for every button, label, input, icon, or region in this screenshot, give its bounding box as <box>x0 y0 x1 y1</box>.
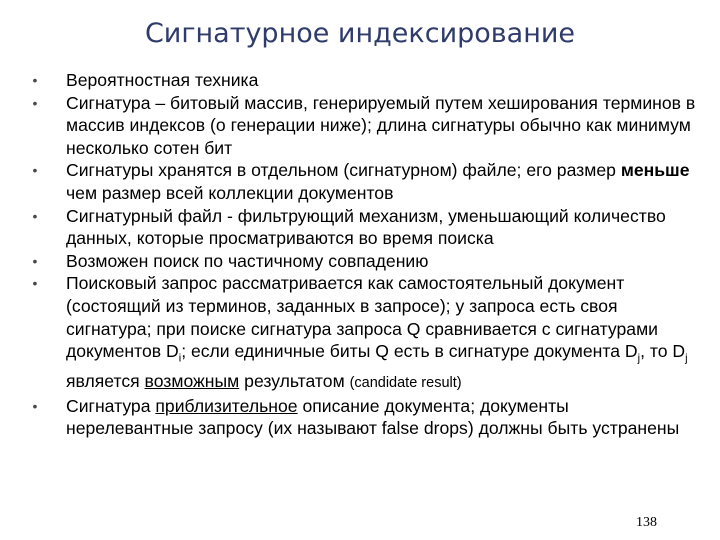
bullet-icon: • <box>32 94 38 111</box>
bullet-text-part: ; если единичные биты Q есть в сигнатуре документа D <box>181 341 638 362</box>
bullet-text-part: результатом <box>239 371 350 392</box>
bullet-item <box>28 92 700 160</box>
subscript-j: j <box>685 352 688 365</box>
bullet-text-part: Сигнатура <box>66 395 156 416</box>
subscript-i: i <box>178 352 182 365</box>
bullet-text-part: чем размер всей коллекции документов <box>66 182 394 203</box>
bullet-item <box>28 395 700 440</box>
bullet-list <box>28 69 700 440</box>
bullet-text: Вероятностная техника <box>66 70 259 90</box>
bullet-text-part: является <box>66 371 145 392</box>
bullet-icon: • <box>32 162 38 179</box>
bold-emphasis: меньше <box>620 160 690 181</box>
bullet-text-part: , то D <box>640 341 686 362</box>
bullet-text: Возможен поиск по частичному совпадению <box>66 250 429 271</box>
underlined-term: приблизительное <box>155 395 298 416</box>
bullet-text-part: Сигнатуры хранятся в отдельном (сигнатурном) файле; его размер <box>66 160 621 181</box>
bullet-text <box>66 160 690 203</box>
bullet-text: Сигнатурный файл - фильтрующий механизм, уменьшающий количество данных, которые просматриваются во время поиска <box>66 205 666 249</box>
bullet-item <box>28 205 700 250</box>
page-number: 138 <box>636 515 657 530</box>
bullet-text-part: Поисковый запрос рассматривается как самостоятельный документ (состоящий из терминов, заданных в запросе); у запроса есть своя сигнатура; при поиске сигнатура запроса Q сравнивается с сигнатурами документов D <box>66 273 659 362</box>
bullet-icon: • <box>32 252 38 269</box>
subscript-j: j <box>637 352 641 365</box>
bullet-icon: • <box>32 397 38 414</box>
slide-title: Сигнатурное индексирование <box>144 18 576 49</box>
bullet-item <box>28 69 700 92</box>
bullet-text <box>66 396 679 439</box>
bullet-text: Сигнатура – битовый массив, генерируемый путем хеширования терминов в массив индексов (о генерации ниже); длина сигнатуры обычно как минимум несколько сотен бит <box>66 92 696 158</box>
bullet-item <box>28 272 700 394</box>
bullet-text <box>66 273 688 391</box>
candidate-result-note: (candidate result) <box>349 375 462 392</box>
bullet-icon: • <box>32 72 38 88</box>
underlined-term: возможным <box>144 371 240 392</box>
bullet-text-part: описание документа; документы нерелевантные запросу (их называют false drops) должны быть устранены <box>66 395 680 439</box>
bullet-item <box>28 159 700 204</box>
bullet-item <box>28 250 700 273</box>
bullet-icon: • <box>32 207 38 224</box>
bullet-icon: • <box>32 275 38 292</box>
